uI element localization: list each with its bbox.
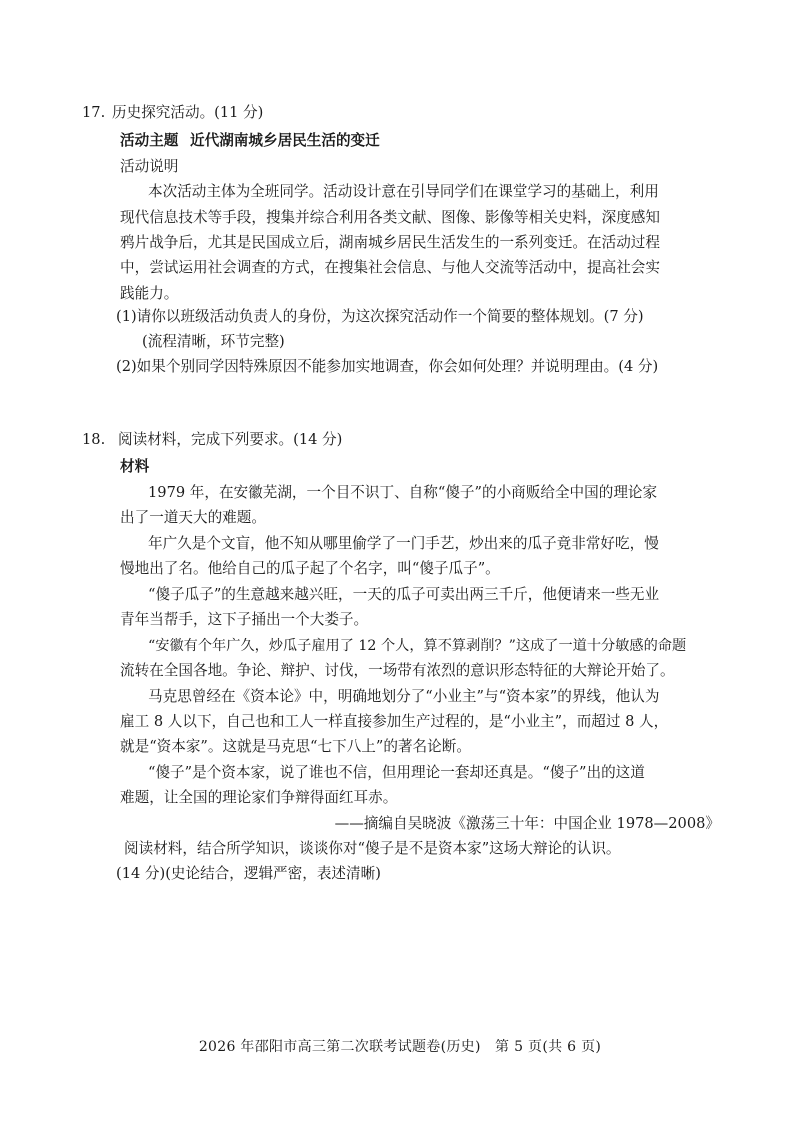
q18-material-line: 雇工 8 人以下，自己也和工人一样直接参加生产过程的，是“小业主”，而超过 8 人，	[120, 713, 669, 730]
q17-desc-label: 活动说明	[120, 158, 179, 175]
q18-material-line: “傻子瓜子”的生意越来越兴旺，一天的瓜子可卖出两三千斤，他便请来一些无业	[148, 586, 660, 603]
page-footer: 2026 年邵阳市高三第二次联考试题卷(历史) 第 5 页(共 6 页)	[198, 1039, 602, 1055]
q18-material-line: 难题，让全国的理论家们争辩得面红耳赤。	[120, 789, 398, 806]
q17-desc-line: 现代信息技术等手段，搜集并综合利用各类文献、图像、影像等相关史料，深度感知	[120, 209, 660, 226]
q18-material-line: “傻子”是个资本家，说了谁也不信，但用理论一套却还真是。“傻子”出的这道	[148, 764, 645, 781]
q18-material-label: 材料	[120, 458, 150, 475]
q17-desc-line: 中，尝试运用社会调查的方式，在搜集社会信息、与他人交流等活动中，提高社会实	[120, 259, 660, 276]
q18-material-line: 慢地出了名。他给自己的瓜子起了个名字，叫“傻子瓜子”。	[120, 560, 500, 577]
q17-sub2: (2)如果个别同学因特殊原因不能参加实地调查，你会如何处理？并说明理由。(4 分)	[116, 358, 659, 375]
q18-task: 阅读材料，结合所学知识，谈谈你对“傻子是不是资本家”这场大辩论的认识。	[124, 840, 621, 857]
q18-material-line: 1979 年，在安徽芜湖，一个目不识丁、自称“傻子”的小商贩给全中国的理论家	[148, 484, 658, 501]
q18-material-line: 就是“资本家”。这就是马克思“七下八上”的著名论断。	[120, 738, 471, 755]
q17-title: 历史探究活动。(11 分)	[112, 104, 264, 121]
q17-theme-label: 活动主题	[120, 132, 179, 149]
q18-material-line: 年广久是个文盲，他不知从哪里偷学了一门手艺，炒出来的瓜子竟非常好吃，慢	[148, 535, 659, 552]
q18-number: 18.	[82, 431, 106, 448]
q17-sub1: (1)请你以班级活动负责人的身份，为这次探究活动作一个简要的整体规划。(7 分)	[116, 308, 644, 325]
q18-source: ——摘编自吴晓波《激荡三十年：中国企业 1978—2008》	[334, 815, 720, 832]
q17-sub1-note: (流程清晰，环节完整)	[142, 333, 285, 350]
q18-material-line: “安徽有个年广久，炒瓜子雇用了 12 个人，算不算剥削？”这成了一道十分敏感的命题	[148, 638, 687, 654]
q17-desc-line: 鸦片战争后，尤其是民国成立后，湖南城乡居民生活发生的一系列变迁。在活动过程	[120, 234, 660, 251]
q17-desc-line: 践能力。	[120, 285, 179, 302]
q18-material-line: 马克思曾经在《资本论》中，明确地划分了“小业主”与“资本家”的界线，他认为	[148, 688, 660, 705]
q17-theme-text: 近代湖南城乡居民生活的变迁	[190, 132, 380, 149]
q18-material-line: 流转在全国各地。争论、辩护、讨伐，一场带有浓烈的意识形态特征的大辩论开始了。	[120, 662, 675, 679]
q18-material-line: 出了一道天大的难题。	[120, 509, 266, 526]
q18-task-score: (14 分)(史论结合，逻辑严密，表述清晰)	[116, 865, 381, 882]
q17-number: 17.	[82, 104, 106, 121]
q18-material-line: 青年当帮手，这下子捅出一个大娄子。	[120, 611, 369, 628]
q17-desc-line: 本次活动主体为全班同学。活动设计意在引导同学们在课堂学习的基础上，利用	[148, 183, 659, 200]
q18-title: 阅读材料，完成下列要求。(14 分)	[118, 431, 343, 448]
